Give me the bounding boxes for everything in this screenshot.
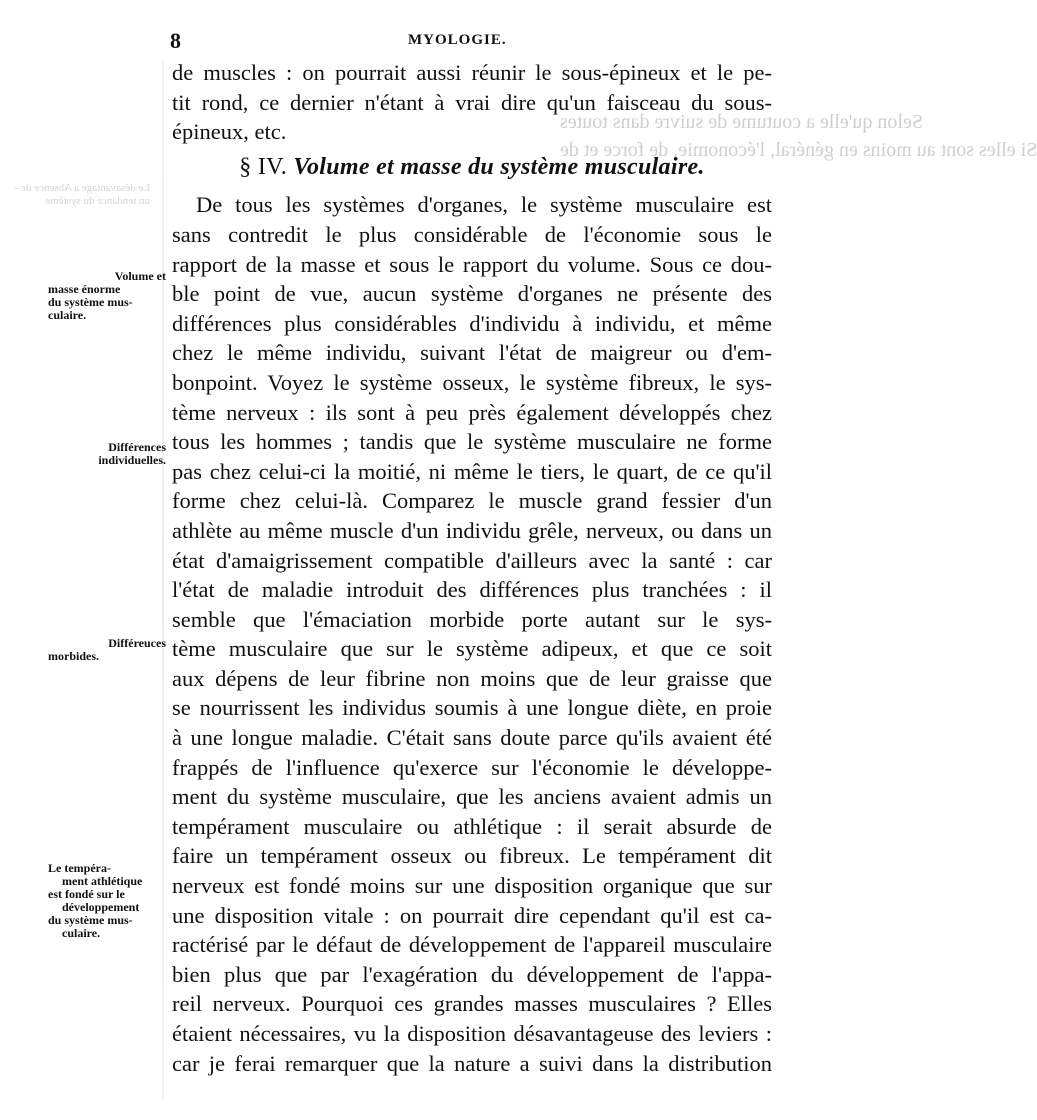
text-line: une disposition vitale : on pourrait dire cependant qu'il est ca-	[172, 902, 772, 928]
margin-note-line: est fondé sur le	[48, 887, 125, 901]
text-line: tempérament musculaire ou athlétique : il serait absurde de	[172, 813, 772, 839]
running-title: MYOLOGIE.	[408, 32, 507, 48]
text-line: De tous les systèmes d'organes, le système musculaire est	[196, 192, 772, 218]
margin-note-line: culaire.	[48, 308, 87, 322]
margin-note-line: développement	[62, 900, 140, 914]
text-line: étaient nécessaires, vu la disposition désavantageuse des leviers :	[172, 1021, 772, 1046]
text-line: différences plus considérables d'individu à individu, et même	[172, 310, 772, 336]
text-line: chez le même individu, suivant l'état de maigreur ou d'em-	[172, 340, 772, 366]
text-line: semble que l'émaciation morbide porte autant sur le sys-	[172, 606, 772, 632]
margin-note-differences	[48, 441, 166, 467]
section-title: Volume et masse du système musculaire.	[293, 153, 705, 180]
text-line: tème musculaire que sur le système adipeux, et que ce soit	[172, 636, 772, 662]
text-line: état d'amaigrissement compatible d'ailleurs avec la santé : car	[172, 547, 772, 573]
bleed-through-text: Selon qu'elle a coutume de suivre dans toutes	[560, 111, 923, 133]
body-text	[172, 58, 772, 1078]
margin-note-line: Volume et	[114, 269, 166, 283]
text-line: bonpoint. Voyez le système osseux, le système fibreux, le sys-	[172, 369, 772, 395]
margin-note-line: du système mus-	[48, 913, 133, 927]
text-line: ractérisé par le défaut de développement de l'appareil musculaire	[172, 932, 772, 958]
margin-note-line: Différeuces	[108, 636, 166, 650]
margin-note-line: Le tempéra-	[48, 861, 111, 875]
text-line: faire un tempérament osseux ou fibreux. Le tempérament dit	[172, 843, 772, 869]
text-line: aux dépens de leur fibrine non moins que de leur graisse que	[172, 665, 772, 691]
margin-note-line: individuelles.	[98, 453, 166, 467]
text-line: reil nerveux. Pourquoi ces grandes masses musculaires ? Elles	[172, 991, 772, 1017]
margin-note-line: ment athlétique	[62, 874, 143, 888]
text-line: athlète au même muscle d'un individu grêle, nerveux, ou dans un	[172, 517, 772, 543]
margin-note-line: Différences	[108, 440, 166, 454]
text-line: de muscles : on pourrait aussi réunir le sous-épineux et le pe-	[172, 60, 772, 85]
text-line: frappés de l'influence qu'exerce sur l'économie le développe-	[172, 754, 772, 780]
margin-note-line: morbides.	[48, 649, 99, 663]
text-line: tit rond, ce dernier n'étant à vrai dire qu'un faisceau du sous-	[172, 89, 772, 115]
margin-note-temperament	[48, 862, 166, 940]
page-number: 8	[170, 28, 181, 53]
text-line: ment du système musculaire, que les anciens avaient admis un	[172, 784, 772, 810]
text-line: car je ferai remarquer que la nature a suivi dans la distribution	[172, 1050, 772, 1076]
margin-note-morbides	[48, 637, 166, 663]
text-line: sans contredit le plus considérable de l'économie sous le	[172, 221, 772, 247]
text-line: forme chez celui-là. Comparez le muscle grand fessier d'un	[172, 488, 772, 514]
text-line: ble point de vue, aucun système d'organes ne présente des	[172, 281, 772, 307]
text-line: nerveux est fondé moins sur une disposition organique que sur	[172, 873, 772, 899]
margin-note-line: masse énorme	[48, 282, 121, 296]
text-line: se nourrissent les individus soumis à une longue diète, en proie	[172, 695, 772, 721]
bleed-through-margin: Le désavantage a Absence de - un tendance du système	[14, 182, 150, 207]
text-line: rapport de la masse et sous le rapport du volume. Sous ce dou-	[172, 251, 772, 277]
text-line: pas chez celui-ci la moitié, ni même le tiers, le quart, de ce qu'il	[172, 458, 772, 484]
margin-note-line: du système mus-	[48, 295, 133, 309]
text-line: bien plus que par l'exagération du développement de l'appa-	[172, 961, 772, 987]
margin-note-line: culaire.	[62, 926, 101, 940]
section-number: § IV.	[239, 153, 287, 180]
text-line: tous les hommes ; tandis que le système musculaire ne forme	[172, 429, 772, 455]
text-line: à une longue maladie. C'était sans doute parce qu'ils avaient été	[172, 725, 772, 751]
text-line: l'état de maladie introduit des différences plus tranchées : il	[172, 577, 772, 603]
section-heading	[172, 153, 772, 183]
gutter-shadow	[162, 60, 164, 1100]
text-line: épineux, etc.	[172, 119, 287, 145]
text-line: tème nerveux : ils sont à peu près également développés chez	[172, 399, 772, 425]
margin-note-volume	[48, 270, 166, 322]
bleed-through-text: Si elles sont au moins en général, l'économie, de force et de	[560, 139, 1037, 161]
